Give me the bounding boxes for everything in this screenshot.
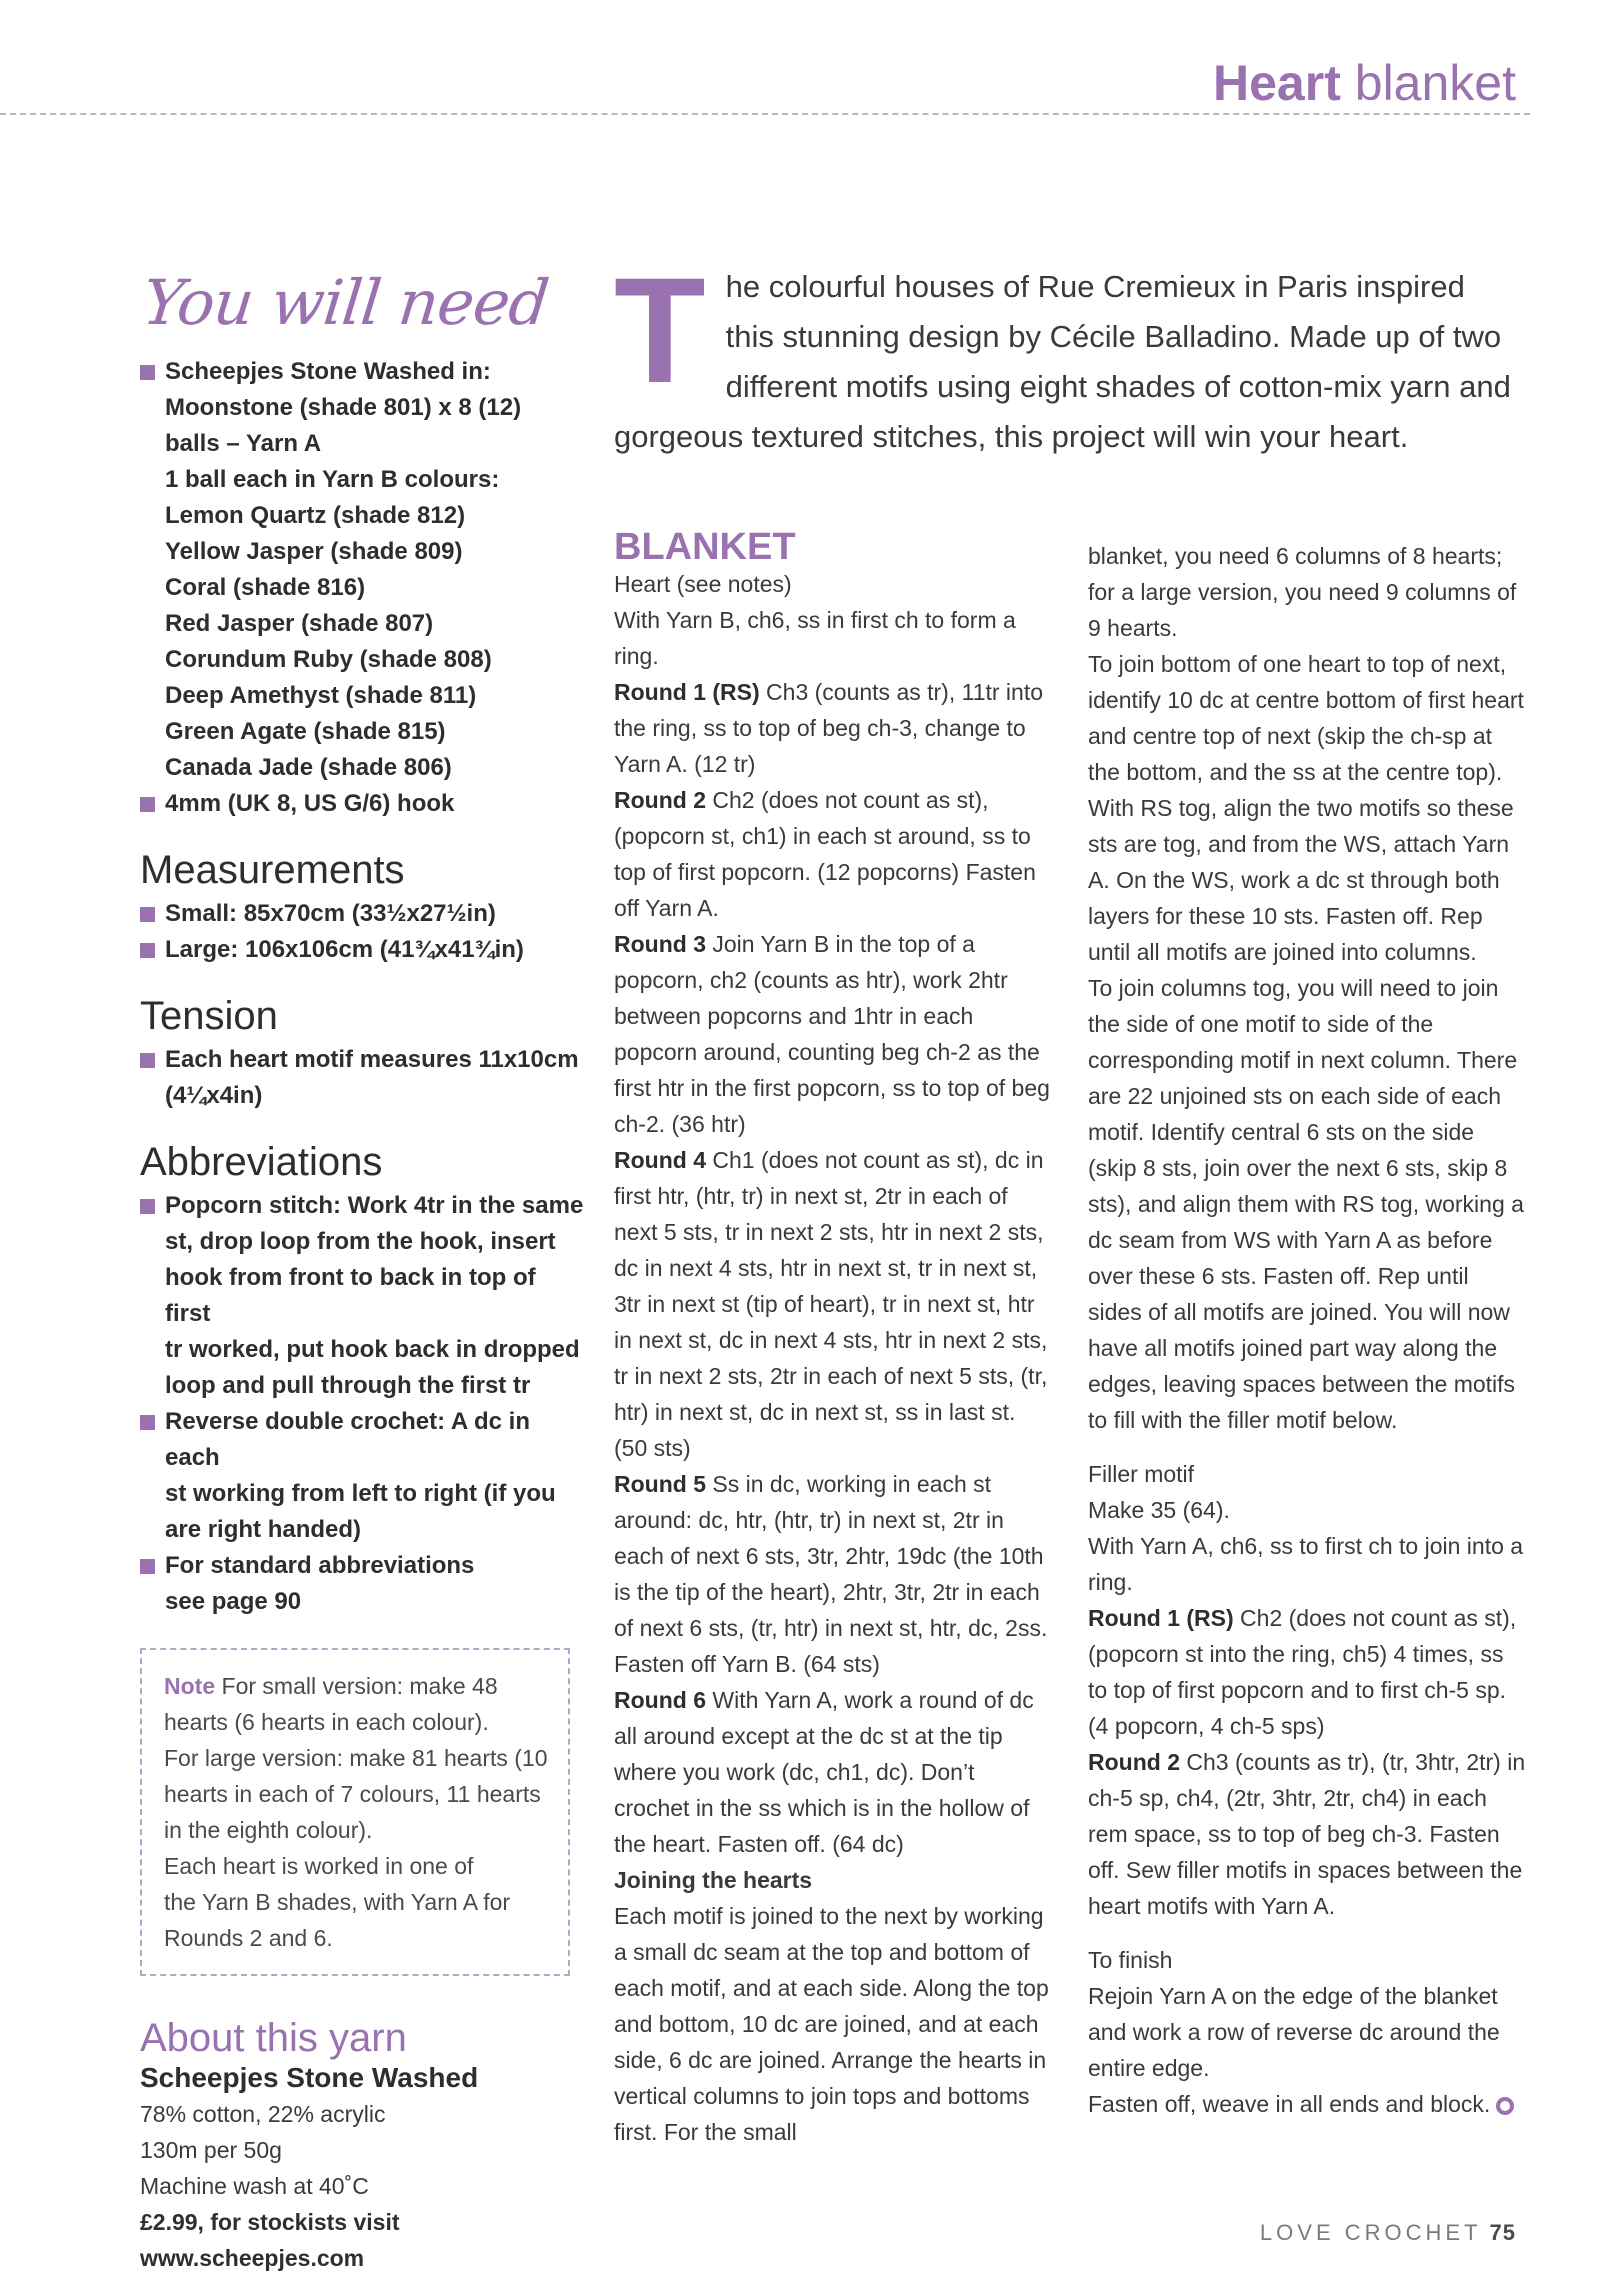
note-line (164, 1776, 548, 1812)
joining-heading: Joining the hearts (614, 1867, 813, 1893)
round-label: Round 2 (614, 787, 706, 813)
filler-heading: Filler motif (1088, 1461, 1195, 1487)
round-text: Join Yarn B in the top of a popcorn, ch2 (counts as htr), work 2htr between popcorns and 1htr in each popcorn around, counting beg ch-2 as the first htr in the first popcorn, ss to top of beg ch-2. (36 htr) (614, 931, 1050, 1137)
abbreviation-line: For standard abbreviations (165, 1552, 475, 1579)
page-footer (1260, 2220, 1516, 2246)
yarn-price: £2.99, for stockists visit (140, 2209, 400, 2235)
note-text: For small version: make 48 (221, 1673, 498, 1699)
tension-item (140, 1042, 585, 1114)
measurement-line: Large: 106x106cm (41¾x41¾in) (165, 936, 524, 963)
abbreviation-line: tr worked, put hook back in dropped (165, 1336, 580, 1363)
note-line (164, 1668, 548, 1704)
tension-list (140, 1042, 585, 1114)
you-will-need-item (140, 354, 585, 786)
note-line (164, 1920, 548, 1956)
abbreviation-item (140, 1188, 585, 1404)
note-box (140, 1648, 570, 1976)
left-column (139, 266, 585, 2276)
finish-last (1088, 2086, 1528, 2122)
measurement-line: Small: 85x70cm (33½x27½in) (165, 900, 496, 927)
round-text: Ch3 (counts as tr), (tr, 3htr, 2tr) in ch-5 sp, ch4, (2tr, 3htr, 2tr, ch4) in each rem space, ss to top of beg ch-3. Fasten off. Sew filler motifs in spaces between the heart motifs with Yarn A. (1088, 1749, 1526, 1919)
round-label: Round 1 (RS) (1088, 1605, 1234, 1631)
round-label: Round 3 (614, 931, 706, 957)
square-bullet-icon (140, 797, 155, 812)
note-line (164, 1848, 548, 1884)
heart-rounds (614, 674, 1054, 1862)
yarn-name: Scheepjes Stone Washed (140, 2062, 479, 2093)
round-paragraph (614, 782, 1054, 926)
abbreviation-line: hook from front to back in top of first (165, 1264, 536, 1327)
yarn-length: 130m per 50g (140, 2137, 282, 2163)
yarn-website[interactable]: www.scheepjes.com (140, 2245, 365, 2271)
end-heart-icon (1496, 2097, 1514, 2115)
abbreviation-line: st, drop loop from the hook, insert (165, 1228, 556, 1255)
you-will-need-line: Scheepjes Stone Washed in: (165, 358, 491, 385)
heart-heading: Heart (see notes) (614, 571, 792, 597)
finish-heading: To finish (1088, 1947, 1173, 1973)
note-line (164, 1812, 548, 1848)
measurements-list (140, 896, 585, 968)
yarn-care: Machine wash at 40˚C (140, 2173, 369, 2199)
note-text: Rounds 2 and 6. (164, 1925, 333, 1951)
you-will-need-line: 4mm (UK 8, US G/6) hook (165, 790, 455, 817)
joining-text: Each motif is joined to the next by working a small dc seam at the top and bottom of each motif, and at each side. Along the top and bottom, 10 dc are joined, and at each side, 6 dc are joined. Arrange the hearts in vertical columns to join tops and bottoms first. For the small (614, 1903, 1049, 2145)
square-bullet-icon (140, 1199, 155, 1214)
middle-column (614, 528, 1054, 2150)
yarn-composition: 78% cotton, 22% acrylic (140, 2101, 386, 2127)
measurements-title: Measurements (140, 848, 405, 892)
abbreviations-list (140, 1188, 585, 1620)
tension-line: (4¼x4in) (165, 1082, 263, 1109)
round-paragraph (614, 926, 1054, 1142)
note-text: hearts (6 hearts in each colour). (164, 1709, 489, 1735)
joining-paragraph: blanket, you need 6 columns of 8 hearts; for a large version, you need 9 columns of 9 hearts. (1088, 543, 1517, 641)
page-header-title (1213, 55, 1516, 111)
abbreviation-item (140, 1404, 585, 1548)
you-will-need-line: Deep Amethyst (shade 811) (165, 682, 477, 709)
round-paragraph (614, 1142, 1054, 1466)
abbreviations-title: Abbreviations (140, 1140, 383, 1184)
you-will-need-item (140, 786, 585, 822)
abbreviation-line: see page 90 (165, 1588, 302, 1615)
you-will-need-line: 1 ball each in Yarn B colours: (165, 466, 500, 493)
square-bullet-icon (140, 943, 155, 958)
note-text: Each heart is worked in one of (164, 1853, 474, 1879)
note-text: hearts in each of 7 colours, 11 hearts (164, 1781, 541, 1807)
round-label: Round 2 (1088, 1749, 1180, 1775)
round-label: Round 4 (614, 1147, 706, 1173)
round-text: Ch2 (does not count as st), (popcorn st into the ring, ch5) 4 times, ss to top of first popcorn and to first ch-5 sp. (4 popcorn, 4 ch-5 sps) (1088, 1605, 1517, 1739)
heart-intro: With Yarn B, ch6, ss in first ch to form a ring. (614, 607, 1016, 669)
measurement-item (140, 932, 585, 968)
round-text: With Yarn A, work a round of dc all around except at the dc st at the tip where you work (dc, ch1, dc). Don’t crochet in the ss which is in the hollow of the heart. Fasten off. (64 dc) (614, 1687, 1034, 1857)
you-will-need-line: Coral (shade 816) (165, 574, 366, 601)
note-text: For large version: make 81 hearts (10 (164, 1745, 548, 1771)
tension-line: Each heart motif measures 11x10cm (165, 1046, 579, 1073)
you-will-need-line: Corundum Ruby (shade 808) (165, 646, 492, 673)
you-will-need-title: You will need (139, 266, 552, 339)
finish-last-text: Fasten off, weave in all ends and block. (1088, 2091, 1491, 2117)
joining-continued (1088, 538, 1528, 1438)
abbreviation-line: st working from left to right (if you (165, 1480, 556, 1507)
abbreviation-line: are right handed) (165, 1516, 362, 1543)
note-text: the Yarn B shades, with Yarn A for (164, 1889, 511, 1915)
intro-text: he colourful houses of Rue Cremieux in Paris inspired this stunning design by Cécile Balladino. Made up of two different motifs using eight shades of cotton-mix yarn and gorgeous textured stitches, this project will win your heart. (614, 269, 1511, 454)
finish-text: Rejoin Yarn A on the edge of the blanket and work a row of reverse dc around the entire edge. (1088, 1983, 1500, 2081)
note-line (164, 1704, 548, 1740)
filler-intro (1088, 1492, 1528, 1600)
abbreviation-line: Popcorn stitch: Work 4tr in the same (165, 1192, 584, 1219)
note-line (164, 1884, 548, 1920)
joining-paragraph: To join bottom of one heart to top of next, identify 10 dc at centre bottom of first heart and centre top of next (skip the ch-sp at the bottom, and the ss at the centre top). With RS tog, align the two motifs so these sts are tog, and from the WS, attach Yarn A. On the WS, work a dc st through both layers for these 10 sts. Fasten off. Rep until all motifs are joined into columns. (1088, 651, 1524, 965)
square-bullet-icon (140, 365, 155, 380)
page-number: 75 (1489, 2220, 1516, 2245)
blanket-heading: BLANKET (614, 526, 796, 568)
square-bullet-icon (140, 907, 155, 922)
right-column (1088, 538, 1528, 2122)
you-will-need-list (140, 354, 585, 822)
you-will-need-line: Canada Jade (shade 806) (165, 754, 452, 781)
round-paragraph (614, 1466, 1054, 1682)
you-will-need-line: Lemon Quartz (shade 812) (165, 502, 466, 529)
measurement-item (140, 896, 585, 932)
you-will-need-line: Green Agate (shade 815) (165, 718, 446, 745)
round-paragraph (1088, 1600, 1528, 1744)
square-bullet-icon (140, 1559, 155, 1574)
header-title-light: blanket (1354, 55, 1516, 111)
note-label: Note (164, 1673, 216, 1699)
drop-cap: T (614, 246, 706, 414)
round-text: Ss in dc, working in each st around: dc, htr, (htr, tr) in next st, 2tr in each of next 6 sts, 3tr, 2htr, 19dc (the 10th is the tip of the heart), 2htr, 3tr, 2tr in each of next 6 sts, (tr, htr) in next st, htr, dc, 2ss. Fasten off Yarn B. (64 sts) (614, 1471, 1048, 1677)
square-bullet-icon (140, 1415, 155, 1430)
filler-intro-paragraph: With Yarn A, ch6, ss to first ch to join into a ring. (1088, 1533, 1524, 1595)
header-title-bold: Heart (1213, 55, 1341, 111)
abbreviation-item (140, 1548, 585, 1620)
round-text: Ch2 (does not count as st), (popcorn st, ch1) in each st around, ss to top of first popcorn. (12 popcorns) Fasten off Yarn A. (614, 787, 1036, 921)
about-yarn-title: About this yarn (140, 2016, 407, 2060)
round-paragraph (614, 1682, 1054, 1862)
round-label: Round 1 (RS) (614, 679, 760, 705)
round-paragraph (614, 674, 1054, 782)
intro-paragraph (614, 246, 1514, 462)
filler-rounds (1088, 1600, 1528, 1924)
round-label: Round 6 (614, 1687, 706, 1713)
round-text: Ch3 (counts as tr), 11tr into the ring, ss to top of beg ch-3, change to Yarn A. (12 tr) (614, 679, 1044, 777)
you-will-need-line: Yellow Jasper (shade 809) (165, 538, 463, 565)
you-will-need-line: balls – Yarn A (165, 430, 322, 457)
note-line (164, 1740, 548, 1776)
you-will-need-line: Red Jasper (shade 807) (165, 610, 434, 637)
round-paragraph (1088, 1744, 1528, 1924)
note-text: in the eighth colour). (164, 1817, 373, 1843)
round-text: Ch1 (does not count as st), dc in first htr, (htr, tr) in next st, 2tr in each of next 5 sts, tr in next 2 sts, htr in next 2 sts, dc in next 4 sts, htr in next st, tr in next st, 3tr in next st (tip of heart), tr in next st, htr in next st, dc in next 4 sts, htr in next 2 sts, tr in next 2 sts, 2tr in each of next 5 sts, (tr, htr) in next st, dc in next st, ss in last st. (50 sts) (614, 1147, 1048, 1461)
magazine-name: LOVE CROCHET (1259, 2220, 1482, 2245)
joining-paragraph: To join columns tog, you will need to join the side of one motif to side of the corresponding motif in next column. There are 22 unjoined sts on each side of each motif. Identify central 6 sts on the side (skip 8 sts, join over the next 6 sts, skip 8 sts), and align them with RS tog, working a dc seam from WS with Yarn A as before over these 6 sts. Fasten off. Rep until sides of all motifs are joined. You will now have all motifs joined part way along the edges, leaving spaces between the motifs to fill with the filler motif below. (1088, 975, 1524, 1433)
abbreviation-line: Reverse double crochet: A dc in each (165, 1408, 530, 1471)
round-label: Round 5 (614, 1471, 706, 1497)
abbreviation-line: loop and pull through the first tr (165, 1372, 531, 1399)
you-will-need-line: Moonstone (shade 801) x 8 (12) (165, 394, 522, 421)
filler-intro-paragraph: Make 35 (64). (1088, 1497, 1230, 1523)
square-bullet-icon (140, 1053, 155, 1068)
tension-title: Tension (140, 994, 278, 1038)
header-divider (0, 113, 1530, 115)
